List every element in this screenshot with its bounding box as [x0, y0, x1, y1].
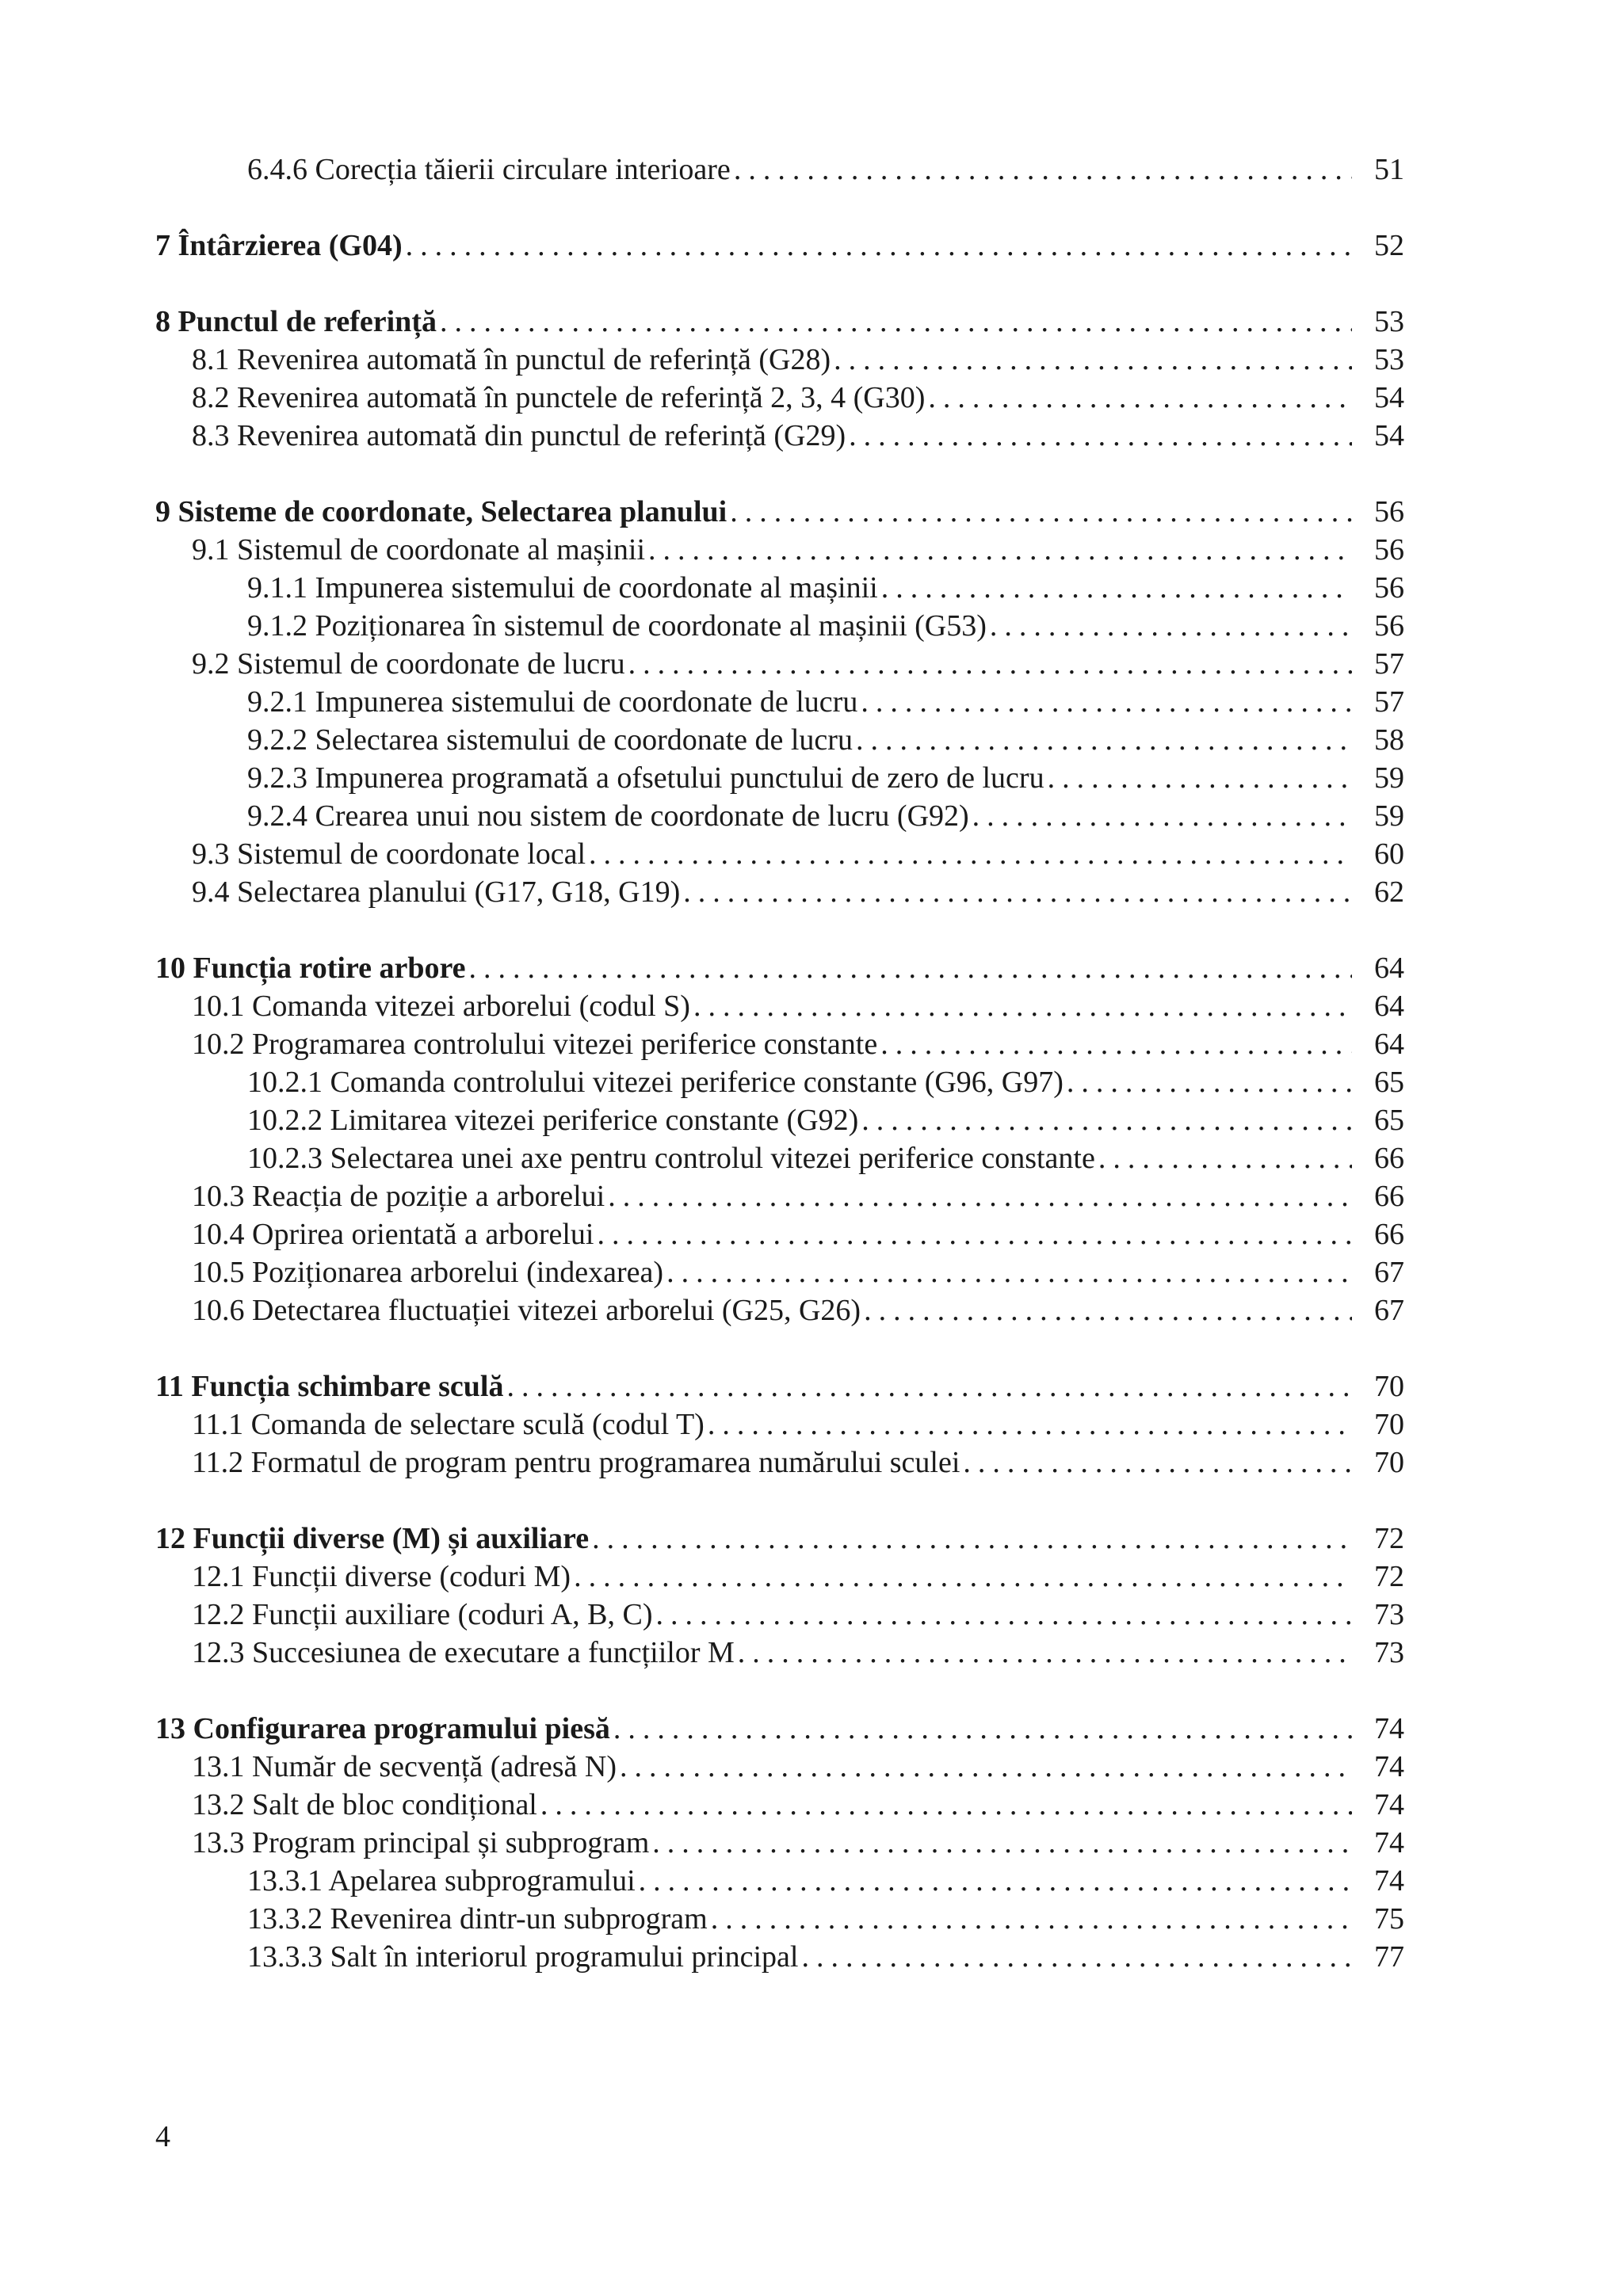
dot-leader — [574, 1558, 1352, 1596]
toc-entry-page: 70 — [1374, 1446, 1404, 1479]
toc-entry-title: 8.1 Revenirea automată în punctul de referință (G28) — [192, 343, 831, 376]
dot-leader — [608, 1177, 1352, 1215]
toc-entry[interactable] — [155, 341, 1404, 379]
toc-entry-page: 64 — [1374, 990, 1404, 1023]
page-number: 4 — [155, 2120, 170, 2153]
toc-entry[interactable] — [155, 569, 1404, 607]
toc-entry-page: 73 — [1374, 1636, 1404, 1669]
toc-entry-page: 75 — [1374, 1902, 1404, 1936]
toc-entry-title: 12 Funcții diverse (M) și auxiliare — [155, 1522, 590, 1555]
toc-entry[interactable] — [155, 1596, 1404, 1634]
toc-entry-title: 9.2.1 Impunerea sistemului de coordonate de lucru — [247, 685, 858, 719]
toc-entry[interactable] — [155, 1405, 1404, 1444]
toc-entry[interactable] — [155, 1101, 1404, 1139]
toc-section — [155, 1367, 1404, 1482]
toc-entry-page: 56 — [1374, 495, 1404, 528]
toc-entry-page: 57 — [1374, 647, 1404, 681]
dot-leader — [864, 1291, 1352, 1329]
dot-leader — [628, 645, 1352, 683]
toc-entry-page: 56 — [1374, 609, 1404, 643]
toc-section — [155, 1520, 1404, 1672]
dot-leader — [730, 493, 1352, 531]
dot-leader — [440, 303, 1352, 341]
toc-entry-title: 12.2 Funcții auxiliare (coduri A, B, C) — [192, 1598, 653, 1631]
toc-entry-page: 72 — [1374, 1560, 1404, 1593]
toc-entry-title: 11.1 Comanda de selectare sculă (codul T) — [192, 1408, 705, 1441]
toc-entry[interactable] — [155, 987, 1404, 1025]
toc-entry-page: 74 — [1374, 1712, 1404, 1745]
toc-entry-title: 9.4 Selectarea planului (G17, G18, G19) — [192, 875, 681, 909]
dot-leader — [693, 987, 1352, 1025]
toc-entry-page: 58 — [1374, 723, 1404, 757]
toc-entry-title: 10.2 Programarea controlului vitezei periferice constante — [192, 1028, 878, 1061]
dot-leader — [639, 1862, 1352, 1900]
toc-entry-title: 13.3.3 Salt în interiorul programului principal — [247, 1940, 799, 1974]
toc-entry-title: 13.3.1 Apelarea subprogramului — [247, 1864, 636, 1897]
toc-section — [155, 1710, 1404, 1976]
toc-entry-page: 65 — [1374, 1066, 1404, 1099]
toc-entry[interactable] — [155, 759, 1404, 797]
dot-leader — [469, 949, 1352, 987]
toc-section — [155, 493, 1404, 911]
toc-entry[interactable] — [155, 1177, 1404, 1215]
dot-leader — [1098, 1139, 1352, 1177]
toc-entry[interactable] — [155, 607, 1404, 645]
toc-chapter-entry[interactable] — [155, 949, 1404, 987]
dot-leader — [861, 1101, 1352, 1139]
toc-entry-title: 9.1 Sistemul de coordonate al mașinii — [192, 533, 646, 566]
toc-entry-title: 9.2 Sistemul de coordonate de lucru — [192, 647, 625, 681]
toc-chapter-entry[interactable] — [155, 227, 1404, 265]
toc-entry-page: 65 — [1374, 1104, 1404, 1137]
toc-entry-title: 10.6 Detectarea fluctuației vitezei arborelui (G25, G26) — [192, 1294, 861, 1327]
toc-entry-page: 67 — [1374, 1256, 1404, 1289]
toc-entry-page: 53 — [1374, 305, 1404, 338]
toc-entry[interactable] — [155, 1786, 1404, 1824]
toc-entry-page: 74 — [1374, 1826, 1404, 1859]
dot-leader — [683, 873, 1352, 911]
toc-entry-title: 9.2.2 Selectarea sistemului de coordonate de lucru — [247, 723, 853, 757]
toc-entry[interactable] — [155, 151, 1404, 189]
dot-leader — [589, 835, 1352, 873]
dot-leader — [656, 1596, 1352, 1634]
toc-section — [155, 303, 1404, 455]
dot-leader — [880, 1025, 1352, 1063]
toc-entry-page: 64 — [1374, 1028, 1404, 1061]
toc-section — [155, 151, 1404, 189]
dot-leader — [928, 379, 1352, 417]
dot-leader — [540, 1786, 1352, 1824]
toc-entry-page: 64 — [1374, 952, 1404, 985]
dot-leader — [834, 341, 1352, 379]
toc-entry-title: 11 Funcția schimbare sculă — [155, 1370, 504, 1403]
toc-entry-title: 7 Întârzierea (G04) — [155, 229, 403, 262]
dot-leader — [738, 1634, 1352, 1672]
toc-entry-page: 72 — [1374, 1522, 1404, 1555]
toc-entry-page: 52 — [1374, 229, 1404, 262]
toc-entry-title: 9 Sisteme de coordonate, Selectarea planului — [155, 495, 727, 528]
toc-entry-page: 74 — [1374, 1864, 1404, 1897]
toc-entry[interactable] — [155, 721, 1404, 759]
dot-leader — [990, 607, 1352, 645]
toc-entry-title: 9.2.4 Crearea unui nou sistem de coordonate de lucru (G92) — [247, 799, 969, 833]
toc-entry-title: 13.1 Număr de secvență (adresă N) — [192, 1750, 617, 1783]
toc-entry[interactable] — [155, 683, 1404, 721]
dot-leader — [849, 417, 1352, 455]
toc-entry[interactable] — [155, 797, 1404, 835]
toc-entry-page: 67 — [1374, 1294, 1404, 1327]
toc-entry-title: 9.3 Sistemul de coordonate local — [192, 837, 586, 871]
dot-leader — [613, 1710, 1352, 1748]
toc-entry-page: 62 — [1374, 875, 1404, 909]
toc-chapter-entry[interactable] — [155, 493, 1404, 531]
toc-entry[interactable] — [155, 1215, 1404, 1253]
toc-entry[interactable] — [155, 379, 1404, 417]
toc-entry-page: 66 — [1374, 1180, 1404, 1213]
dot-leader — [856, 721, 1352, 759]
toc-entry[interactable] — [155, 873, 1404, 911]
toc-entry-title: 9.1.1 Impunerea sistemului de coordonate al mașinii — [247, 571, 878, 605]
dot-leader — [648, 531, 1352, 569]
dot-leader — [1048, 759, 1352, 797]
toc-entry[interactable] — [155, 417, 1404, 455]
toc-entry-page: 70 — [1374, 1370, 1404, 1403]
toc-section — [155, 227, 1404, 265]
toc-entry-title: 10.2.1 Comanda controlului vitezei periferice constante (G96, G97) — [247, 1066, 1064, 1099]
toc-entry-title: 10.2.3 Selectarea unei axe pentru controlul vitezei periferice constante — [247, 1142, 1095, 1175]
toc-entry[interactable] — [155, 1063, 1404, 1101]
toc-entry-page: 74 — [1374, 1750, 1404, 1783]
toc-entry-page: 59 — [1374, 761, 1404, 795]
toc-entry-page: 70 — [1374, 1408, 1404, 1441]
toc-entry-page: 74 — [1374, 1788, 1404, 1821]
dot-leader — [666, 1253, 1352, 1291]
toc-entry[interactable] — [155, 1824, 1404, 1862]
toc-chapter-entry[interactable] — [155, 1710, 1404, 1748]
toc-entry-title: 13.3.2 Revenirea dintr-un subprogram — [247, 1902, 708, 1936]
toc-entry-page: 66 — [1374, 1142, 1404, 1175]
toc-entry[interactable] — [155, 1291, 1404, 1329]
dot-leader — [620, 1748, 1352, 1786]
toc-entry-title: 12.3 Succesiunea de executare a funcțiilor M — [192, 1636, 735, 1669]
toc-chapter-entry[interactable] — [155, 1367, 1404, 1405]
toc-entry-title: 10.5 Poziționarea arborelui (indexarea) — [192, 1256, 664, 1289]
toc-entry-page: 54 — [1374, 381, 1404, 414]
toc-entry[interactable] — [155, 1748, 1404, 1786]
toc-entry[interactable] — [155, 1444, 1404, 1482]
toc-entry-title: 8.3 Revenirea automată din punctul de referință (G29) — [192, 419, 846, 452]
toc-entry-page: 53 — [1374, 343, 1404, 376]
toc-entry-page: 54 — [1374, 419, 1404, 452]
toc-entry-page: 66 — [1374, 1218, 1404, 1251]
toc-entry-page: 56 — [1374, 533, 1404, 566]
toc-entry[interactable] — [155, 1025, 1404, 1063]
dot-leader — [963, 1444, 1352, 1482]
toc-entry-page: 51 — [1374, 153, 1404, 186]
toc-entry-page: 60 — [1374, 837, 1404, 871]
dot-leader — [802, 1938, 1353, 1976]
toc-entry[interactable] — [155, 1900, 1404, 1938]
toc-entry-title: 8 Punctul de referință — [155, 305, 437, 338]
toc-entry-page: 73 — [1374, 1598, 1404, 1631]
toc-entry[interactable] — [155, 835, 1404, 873]
dot-leader — [598, 1215, 1353, 1253]
table-of-contents — [155, 151, 1404, 2014]
toc-entry-title: 10.2.2 Limitarea vitezei periferice constante (G92) — [247, 1104, 859, 1137]
toc-entry-title: 9.1.2 Poziționarea în sistemul de coordonate al mașinii (G53) — [247, 609, 987, 643]
toc-entry-page: 56 — [1374, 571, 1404, 605]
toc-entry-title: 12.1 Funcții diverse (coduri M) — [192, 1560, 571, 1593]
toc-entry-title: 11.2 Formatul de program pentru programarea numărului sculei — [192, 1446, 960, 1479]
toc-entry[interactable] — [155, 1139, 1404, 1177]
dot-leader — [972, 797, 1352, 835]
toc-entry[interactable] — [155, 1558, 1404, 1596]
toc-entry-title: 10.3 Reacția de poziție a arborelui — [192, 1180, 605, 1213]
dot-leader — [507, 1367, 1353, 1405]
dot-leader — [1067, 1063, 1352, 1101]
toc-chapter-entry[interactable] — [155, 1520, 1404, 1558]
toc-entry[interactable] — [155, 645, 1404, 683]
dot-leader — [406, 227, 1352, 265]
toc-entry-title: 8.2 Revenirea automată în punctele de referință 2, 3, 4 (G30) — [192, 381, 926, 414]
toc-entry-title: 9.2.3 Impunerea programată a ofsetului punctului de zero de lucru — [247, 761, 1044, 795]
toc-entry[interactable] — [155, 1862, 1404, 1900]
toc-entry-page: 57 — [1374, 685, 1404, 719]
dot-leader — [861, 683, 1352, 721]
toc-entry-title: 13.3 Program principal și subprogram — [192, 1826, 650, 1859]
toc-entry-title: 13.2 Salt de bloc condițional — [192, 1788, 537, 1821]
dot-leader — [592, 1520, 1352, 1558]
dot-leader — [708, 1405, 1352, 1444]
dot-leader — [652, 1824, 1352, 1862]
toc-entry-title: 13 Configurarea programului piesă — [155, 1712, 610, 1745]
toc-entry-title: 10.4 Oprirea orientată a arborelui — [192, 1218, 594, 1251]
toc-entry-page: 77 — [1374, 1940, 1404, 1974]
toc-entry[interactable] — [155, 1634, 1404, 1672]
toc-entry[interactable] — [155, 1938, 1404, 1976]
toc-entry[interactable] — [155, 1253, 1404, 1291]
toc-entry[interactable] — [155, 531, 1404, 569]
toc-chapter-entry[interactable] — [155, 303, 1404, 341]
toc-entry-title: 6.4.6 Corecția tăierii circulare interioare — [247, 153, 731, 186]
dot-leader — [881, 569, 1352, 607]
dot-leader — [734, 151, 1352, 189]
dot-leader — [711, 1900, 1352, 1938]
toc-entry-page: 59 — [1374, 799, 1404, 833]
toc-entry-title: 10.1 Comanda vitezei arborelui (codul S) — [192, 990, 690, 1023]
toc-entry-title: 10 Funcția rotire arbore — [155, 952, 466, 985]
toc-section — [155, 949, 1404, 1329]
